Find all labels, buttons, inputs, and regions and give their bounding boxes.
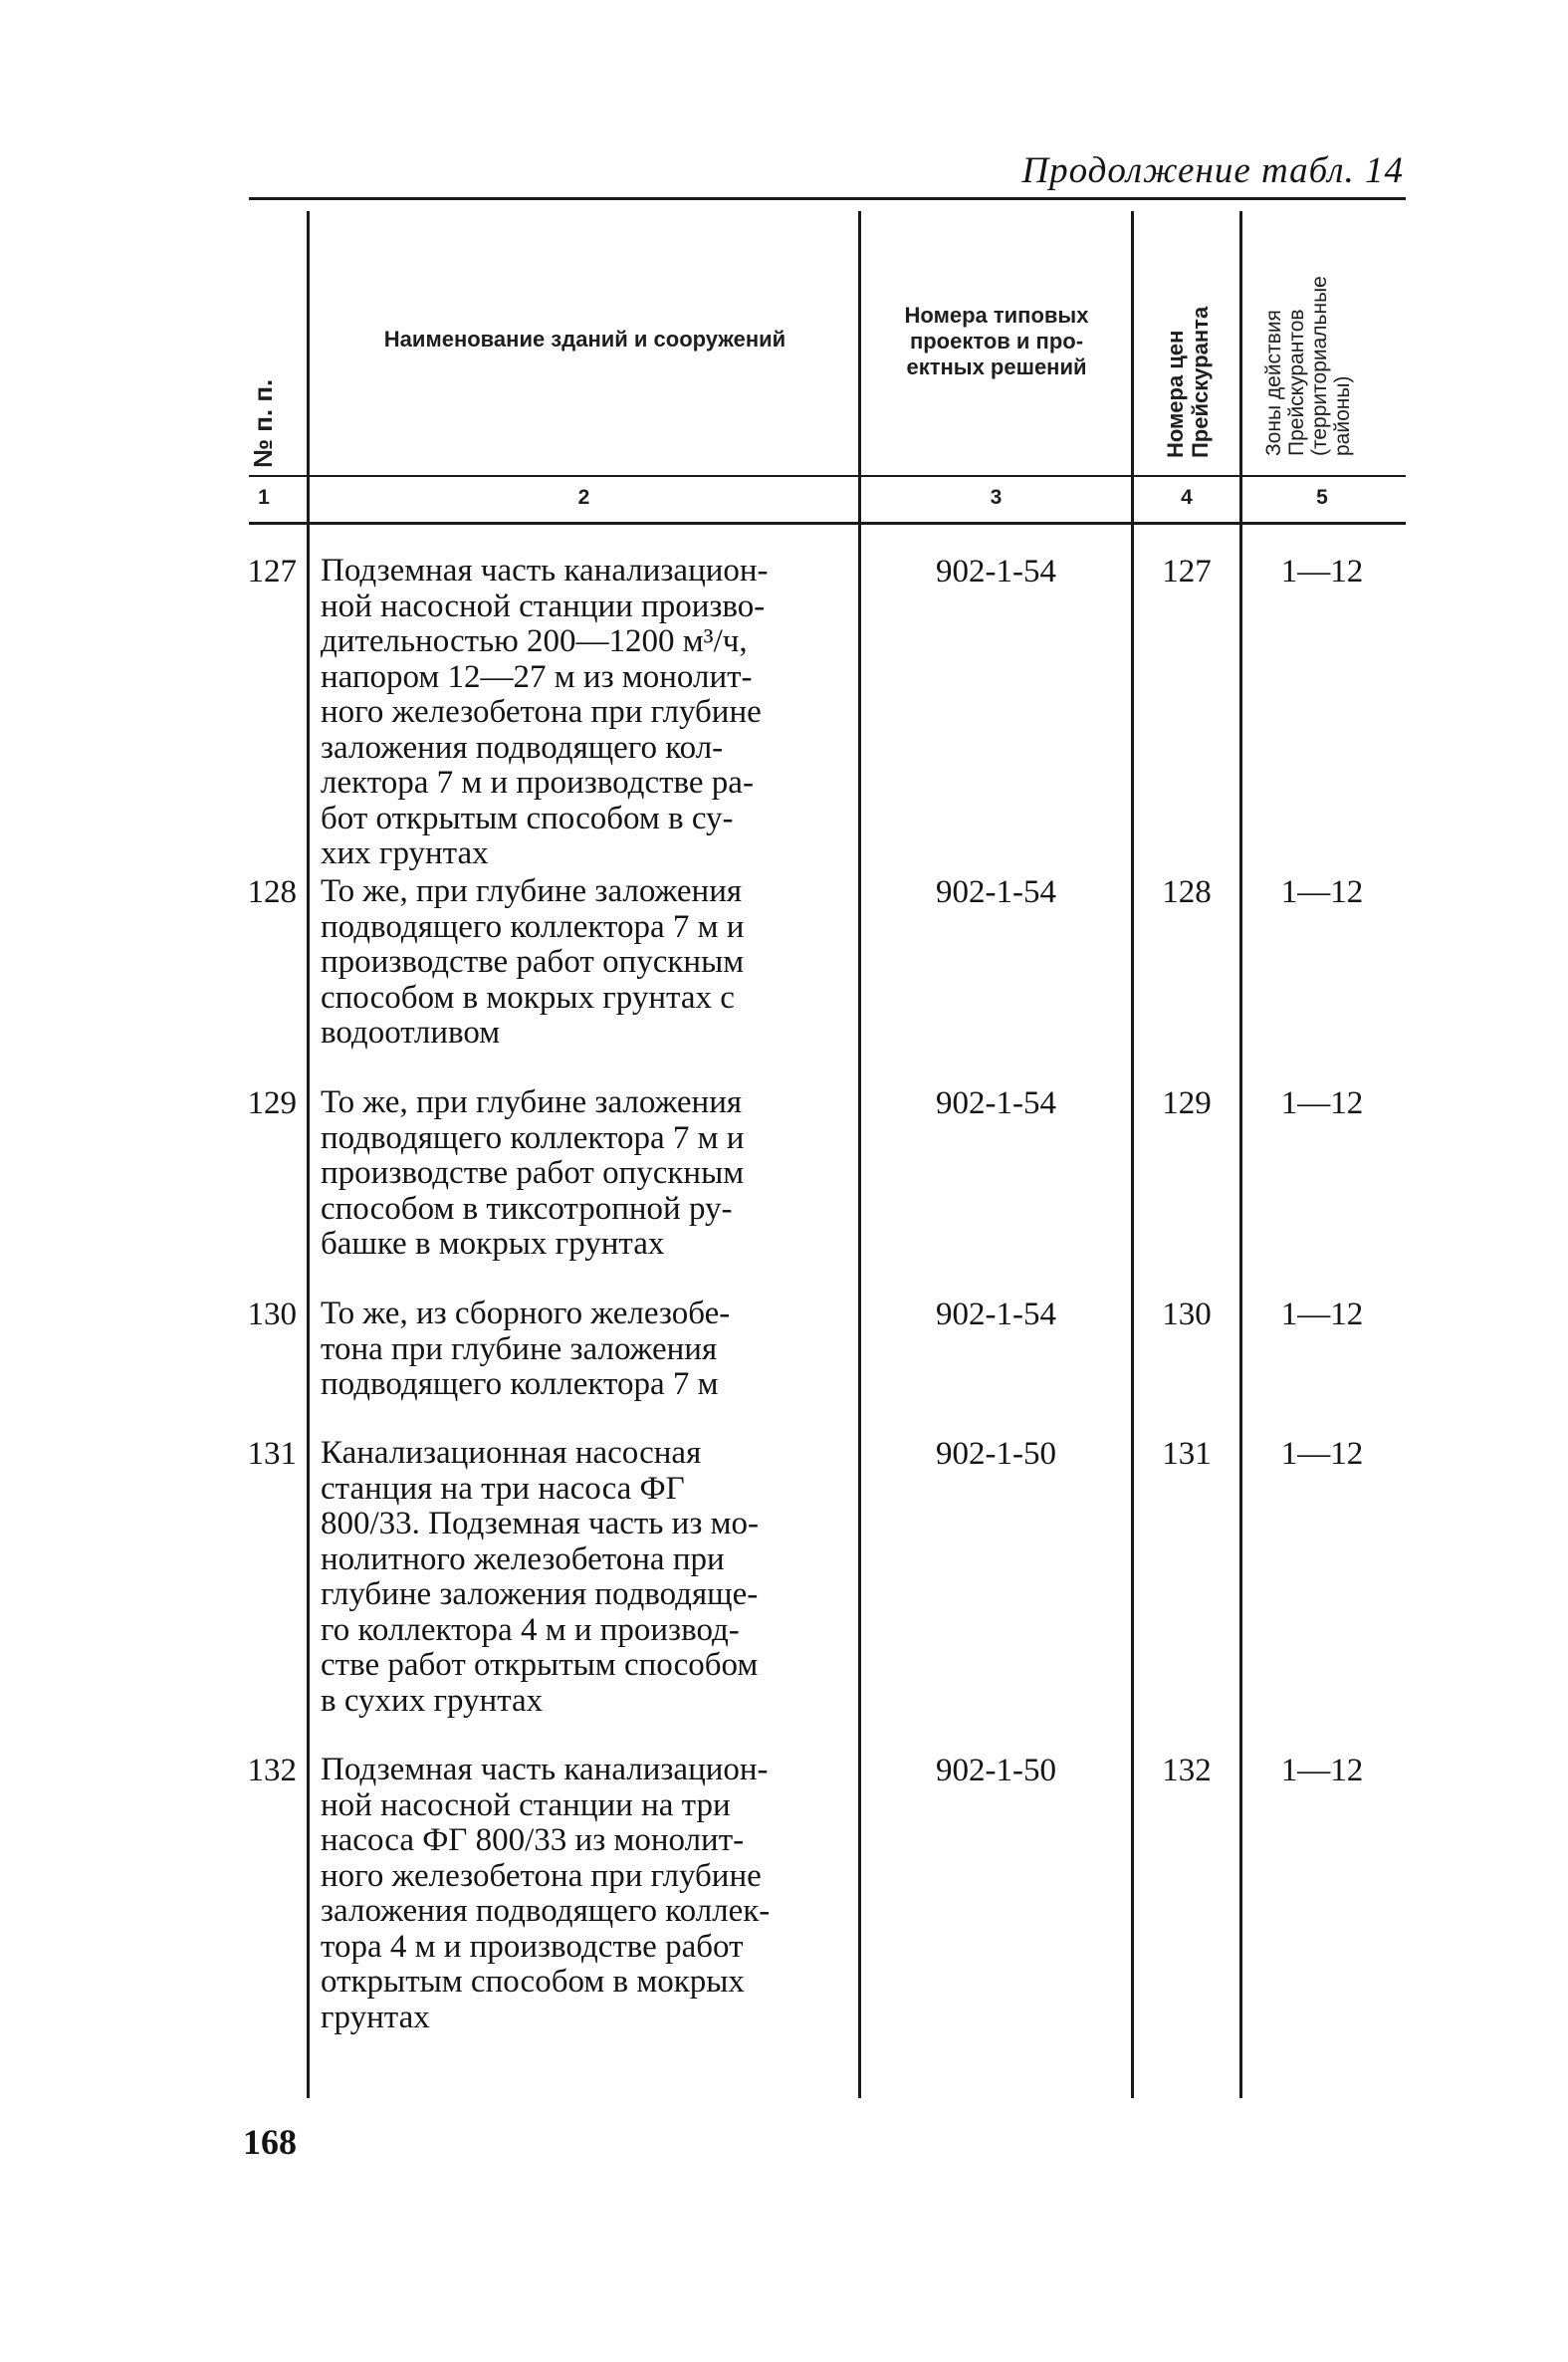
column-number-2: 2 [577, 486, 590, 509]
header-col3 [866, 303, 1127, 380]
header-col1 [248, 378, 278, 468]
row-number: 127 [247, 554, 297, 590]
row-name-line: го коллектора 4 м и производ- [321, 1611, 740, 1648]
row-name-line: подводящего коллектора 7 м [321, 1366, 719, 1402]
row-name-line: подводящего коллектора 7 м и [321, 908, 745, 945]
row-number: 130 [247, 1297, 297, 1332]
row-name [321, 1753, 868, 2035]
row-name-line: способом в тиксотропной ру- [321, 1190, 733, 1227]
column-number-4: 4 [1181, 486, 1193, 509]
row-name-line: напором 12—27 м из монолит- [321, 658, 753, 695]
row-price: 127 [1162, 554, 1212, 590]
column-number-1: 1 [258, 486, 270, 509]
row-name-line: То же, при глубине заложения [321, 1084, 743, 1120]
top-rule [249, 197, 1406, 200]
header-bottom-rule [249, 522, 1406, 525]
row-zones: 1—12 [1280, 1085, 1364, 1121]
page-number: 168 [243, 2122, 297, 2162]
row-project: 902-1-54 [936, 1297, 1056, 1332]
row-name-line: ной насосной станции произво- [321, 588, 766, 624]
row-name-line: способом в мокрых грунтах с [321, 979, 735, 1016]
row-name-line: ного железобетона при глубине [321, 694, 762, 730]
row-name [321, 1436, 868, 1719]
row-number: 129 [247, 1085, 297, 1121]
row-price: 129 [1162, 1085, 1212, 1121]
header-col3-line: проектов и про- [909, 329, 1084, 354]
row-name-line: подводящего коллектора 7 м и [321, 1119, 745, 1156]
header-col3-line: Номера типовых [904, 303, 1089, 328]
row-project: 902-1-50 [936, 1436, 1056, 1472]
row-name-line: тора 4 м и производстве работ [321, 1928, 744, 1965]
row-name-line: водоотливом [321, 1015, 501, 1051]
row-number: 128 [247, 874, 297, 910]
header-col3-line: ектных решений [906, 354, 1087, 379]
row-name-line: открытым способом в мокрых [321, 1964, 745, 2000]
row-project: 902-1-54 [936, 1085, 1056, 1121]
row-name-line: глубине заложения подводяще- [321, 1576, 759, 1612]
row-name-line: Подземная часть канализацион- [321, 553, 769, 589]
row-name-line: грунтах [321, 1999, 430, 2035]
table-caption: Продолжение табл. 14 [1021, 150, 1404, 191]
row-name-line: заложения подводящего коллек- [321, 1893, 771, 1929]
header-col2 [319, 327, 851, 353]
header-col2-text: Наименование зданий и сооружений [383, 327, 786, 352]
row-name-line: в сухих грунтах [321, 1682, 544, 1719]
header-col1-text: № п. п. [248, 378, 278, 468]
row-name [321, 1085, 868, 1263]
row-name-line: ного железобетона при глубине [321, 1857, 762, 1894]
header-col5-line: (территориальные [1308, 276, 1331, 456]
column-number-5: 5 [1316, 486, 1328, 509]
row-number: 131 [247, 1436, 297, 1472]
row-name-line: 800/33. Подземная часть из мо- [321, 1506, 759, 1541]
row-name-line: заложения подводящего кол- [321, 729, 724, 766]
row-zones: 1—12 [1280, 874, 1364, 910]
row-name-line: насоса ФГ 800/33 из монолит- [321, 1822, 745, 1858]
row-price: 130 [1162, 1297, 1212, 1332]
row-zones: 1—12 [1280, 1753, 1364, 1788]
header-col4-line: Прейскуранта [1188, 306, 1213, 458]
header-col4 [1163, 307, 1213, 458]
row-number: 132 [247, 1753, 297, 1788]
row-name-line: производстве работ опускным [321, 944, 745, 980]
row-name-line: ной насосной станции на три [321, 1786, 731, 1823]
row-name-line: тона при глубине заложения [321, 1330, 718, 1367]
row-zones: 1—12 [1280, 1297, 1364, 1332]
column-number-3: 3 [990, 486, 1003, 509]
row-name-line: Подземная часть канализацион- [321, 1752, 769, 1787]
row-project: 902-1-54 [936, 554, 1056, 590]
row-name-line: Канализационная насосная [321, 1435, 702, 1471]
row-price: 132 [1162, 1753, 1212, 1788]
row-price: 131 [1162, 1436, 1212, 1472]
row-name-line: лектора 7 м и производстве ра- [321, 765, 754, 801]
row-name-line: башке в мокрых грунтах [321, 1226, 665, 1262]
row-price: 128 [1162, 874, 1212, 910]
header-col4-line: Номера цен [1163, 330, 1188, 458]
row-project: 902-1-54 [936, 874, 1056, 910]
header-col5-line: Зоны действия [1262, 310, 1285, 456]
row-name-line: хих грунтах [321, 835, 489, 871]
row-zones: 1—12 [1280, 1436, 1364, 1472]
row-zones: 1—12 [1280, 554, 1364, 590]
row-name-line: производстве работ опускным [321, 1155, 745, 1191]
row-name-line: стве работ открытым способом [321, 1647, 759, 1683]
header-col5-line: районы) [1331, 375, 1354, 456]
row-name [321, 554, 868, 872]
row-name-line: бот открытым способом в су- [321, 800, 734, 836]
column-number-top-rule [249, 475, 1406, 477]
row-name [321, 1297, 868, 1403]
header-col5 [1262, 276, 1354, 456]
row-name-line: дительностью 200—1200 м³/ч, [321, 623, 748, 659]
row-name-line: нолитного железобетона при [321, 1540, 725, 1577]
row-name-line: То же, при глубине заложения [321, 873, 743, 909]
row-name-line: станция на три насоса ФГ [321, 1470, 685, 1507]
row-name [321, 874, 868, 1052]
row-project: 902-1-50 [936, 1753, 1056, 1788]
row-name-line: То же, из сборного железобе- [321, 1296, 731, 1331]
header-col5-line: Прейскурантов [1285, 309, 1308, 456]
